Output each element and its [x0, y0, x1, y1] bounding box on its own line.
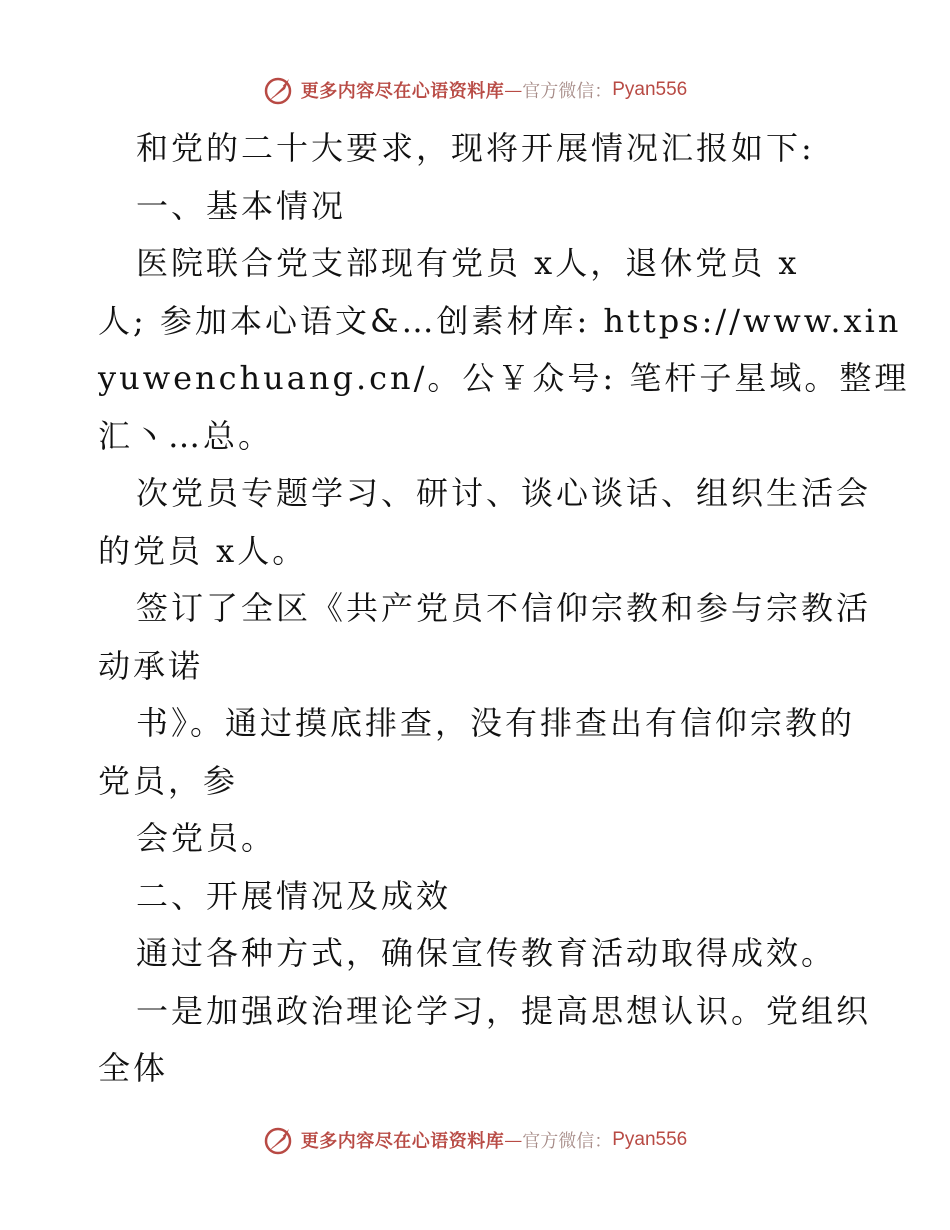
section-heading: 二、开展情况及成效	[136, 876, 452, 915]
banner-main-text: 更多内容尽在心语资料库	[300, 81, 505, 102]
text-line: 人; 参加本心语文&…创素材库: https://www.xin	[98, 301, 902, 340]
banner-wechat-id: Pyan556	[612, 79, 688, 100]
footer-watermark	[0, 1120, 950, 1160]
banner-wechat-id: Pyan556	[612, 1129, 688, 1150]
text-line: 通过各种方式，确保宣传教育活动取得成效。	[136, 934, 837, 972]
banner-side-text: 官方微信：	[522, 1131, 613, 1152]
text-line: 一是加强政治理论学习，提高思想认识。党组织	[136, 991, 872, 1030]
banner-main-text: 更多内容尽在心语资料库	[300, 1131, 505, 1152]
header-watermark	[0, 70, 950, 110]
banner-dash: —	[504, 79, 523, 101]
banner-dash: —	[504, 1129, 523, 1151]
text-line: 全体	[98, 1049, 169, 1087]
text-line: 的党员 x人。	[98, 531, 308, 570]
text-line: 次党员专题学习、研讨、谈心谈话、组织生活会	[136, 474, 872, 512]
text-line: 医院联合党支部现有党员 x人，退休党员 x	[136, 244, 800, 282]
text-line: 党员，参	[98, 761, 239, 800]
text-line: 汇丶…总。	[98, 416, 274, 455]
text-line: 书》。通过摸底排查，没有排查出有信仰宗教的	[136, 704, 856, 742]
document-body	[98, 120, 910, 1098]
text-line: 签订了全区《共产党员不信仰宗教和参与宗教活	[136, 589, 872, 627]
feather-logo-icon	[263, 1124, 295, 1156]
banner-side-text: 官方微信：	[522, 81, 613, 102]
section-heading: 一、基本情况	[136, 186, 347, 225]
text-line: 动承诺	[98, 646, 204, 685]
feather-logo-icon	[263, 74, 295, 106]
text-line: 和党的二十大要求，现将开展情况汇报如下:	[136, 129, 815, 167]
text-line: yuwenchuang.cn/。公￥众号: 笔杆子星域。整理	[98, 359, 910, 397]
text-line: 会党员。	[136, 819, 277, 857]
